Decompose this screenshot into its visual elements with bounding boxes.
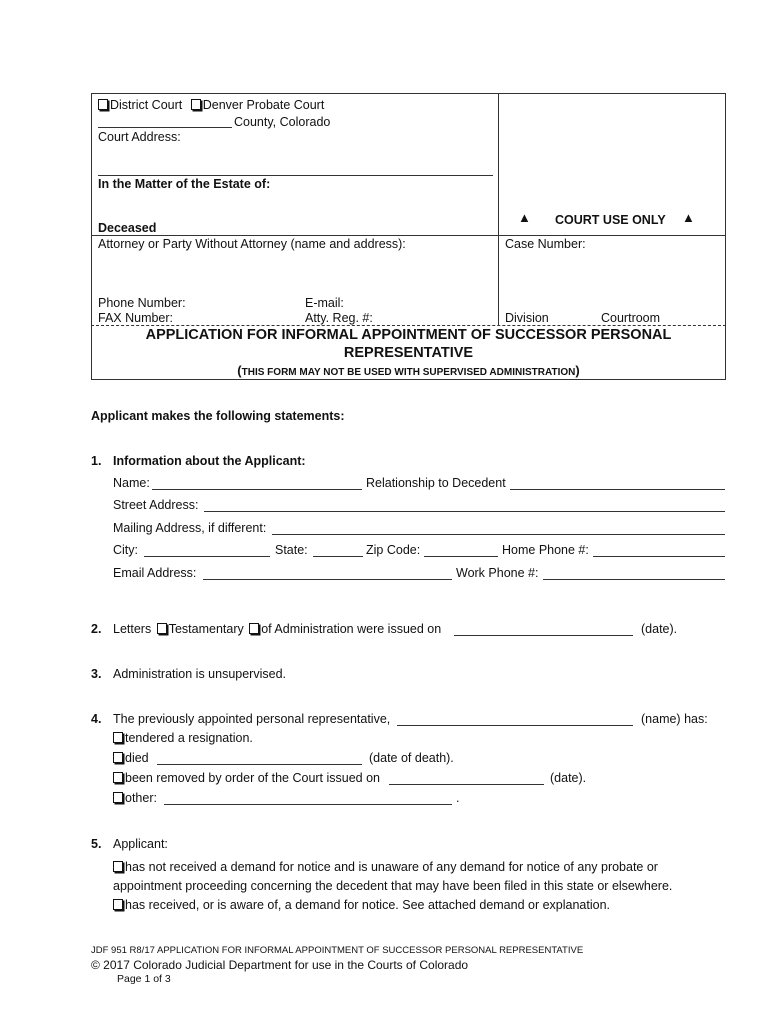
state-label: State: [275,543,308,557]
demand-received-option: has received, or is aware of, a demand for notice. See attached demand or explanation. [113,898,610,912]
form-title-line1: APPLICATION FOR INFORMAL APPOINTMENT OF SUCCESSOR PERSONAL [145,327,672,343]
previous-rep-name-field[interactable] [397,725,633,726]
street-address-label: Street Address: [113,498,199,512]
fax-number-label: FAX Number: [98,311,174,325]
deceased-label: Deceased [98,221,157,235]
removed-checkbox[interactable] [113,772,123,783]
no-demand-option: has not received a demand for notice and is unaware of any demand for notice of any probate or [113,860,658,874]
no-demand-checkbox[interactable] [113,861,123,872]
county-colorado-label: County, Colorado [234,115,331,129]
work-phone-field[interactable] [543,579,725,580]
caption-divider-title [91,325,726,326]
work-phone-label: Work Phone #: [456,566,539,580]
administration-checkbox[interactable] [249,623,259,634]
applicant-name-label: Name: [113,476,150,490]
home-phone-label: Home Phone #: [502,543,589,557]
section-1-heading: Information about the Applicant: [113,454,306,468]
other-reason-field[interactable] [164,804,452,805]
caption-vertical-divider [498,93,499,326]
applicant-name-field[interactable] [152,489,362,490]
died-checkbox[interactable] [113,752,123,763]
mailing-address-label: Mailing Address, if different: [113,521,267,535]
removed-option: been removed by order of the Court issued on [113,771,380,785]
removal-date-label: (date). [550,771,587,785]
testamentary-checkbox[interactable] [157,623,167,634]
other-option: other: [113,791,157,805]
section-2-number: 2. [91,622,102,636]
removal-date-field[interactable] [389,784,544,785]
court-type-row: District Court Denver Probate Court [98,98,324,112]
triangle-left-icon: ▲ [518,210,531,225]
email-address-field[interactable] [203,579,452,580]
email-address-label: Email Address: [113,566,197,580]
caption-divider-attorney [91,235,726,236]
name-has-label: (name) has: [641,712,708,726]
atty-reg-label: Atty. Reg. #: [305,311,373,325]
district-court-checkbox[interactable] [98,99,108,110]
city-field[interactable] [144,556,270,557]
court-use-only-label: COURT USE ONLY [555,213,666,227]
zip-code-field[interactable] [424,556,498,557]
attorney-label: Attorney or Party Without Attorney (name and address): [98,237,406,251]
letters-row: Letters Testamentary of Administration were issued on [113,622,442,636]
died-option: died [113,751,149,765]
court-address-label: Court Address: [98,130,181,144]
section-3-number: 3. [91,667,102,681]
resignation-checkbox[interactable] [113,732,123,743]
case-number-label: Case Number: [505,237,586,251]
phone-number-label: Phone Number: [98,296,186,310]
unsupervised-statement: Administration is unsupervised. [113,667,286,681]
denver-probate-court-checkbox[interactable] [191,99,201,110]
intro-statement: Applicant makes the following statements: [91,409,345,423]
date-of-death-field[interactable] [157,764,362,765]
section-4-number: 4. [91,712,102,726]
letters-date-field[interactable] [454,635,633,636]
form-title-line2: REPRESENTATIVE [343,345,474,361]
date-of-death-label: (date of death). [369,751,454,765]
footer-copyright: © 2017 Colorado Judicial Department for use in the Courts of Colorado [91,958,469,972]
supervised-note: (THIS FORM MAY NOT BE USED WITH SUPERVISED ADMINISTRATION) [237,363,580,378]
state-field[interactable] [313,556,363,557]
demand-received-checkbox[interactable] [113,899,123,910]
other-checkbox[interactable] [113,792,123,803]
zip-code-label: Zip Code: [366,543,421,557]
county-blank[interactable] [98,127,232,128]
footer-form-id: JDF 951 R8/17 APPLICATION FOR INFORMAL APPOINTMENT OF SUCCESSOR PERSONAL REPRESENTATIVE [91,945,584,956]
email-label: E-mail: [305,296,344,310]
mailing-address-field[interactable] [272,534,725,535]
courtroom-label: Courtroom [601,311,661,325]
section-5-heading: Applicant: [113,837,168,851]
division-label: Division [505,311,549,325]
relationship-field[interactable] [510,489,725,490]
previous-rep-label: The previously appointed personal representative, [113,712,391,726]
street-address-field[interactable] [204,511,725,512]
section-1-number: 1. [91,454,102,468]
city-label: City: [113,543,138,557]
other-period: . [456,791,460,805]
home-phone-field[interactable] [593,556,725,557]
letters-date-label: (date). [641,622,678,636]
court-address-rule [98,175,493,176]
resignation-option: tendered a resignation. [113,731,253,745]
estate-of-label: In the Matter of the Estate of: [98,177,271,191]
no-demand-text-line2: appointment proceeding concerning the decedent that may have been filed in this state or elsewhere. [113,879,673,893]
section-5-number: 5. [91,837,102,851]
relationship-label: Relationship to Decedent [366,476,506,490]
footer-page-number: Page 1 of 3 [117,973,171,985]
triangle-right-icon: ▲ [682,210,695,225]
